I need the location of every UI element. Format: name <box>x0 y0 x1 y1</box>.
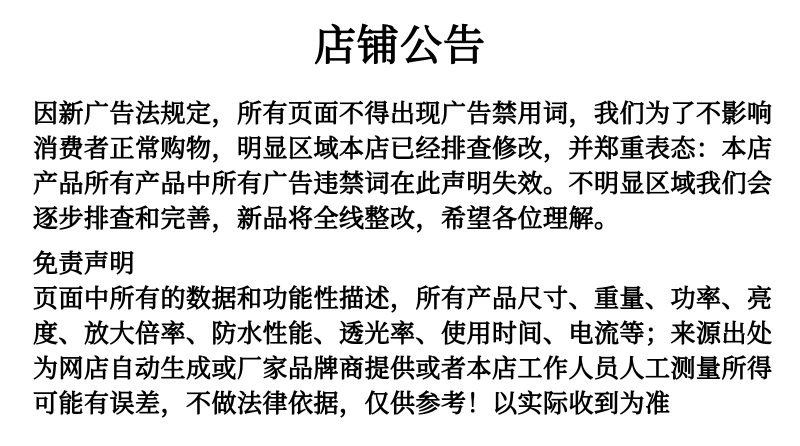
announcement-line: 产品所有产品中所有广告违禁词在此声明失效。不明显区域我们会 <box>33 170 773 198</box>
disclaimer-section <box>0 247 800 422</box>
disclaimer-line: 页面中所有的数据和功能性描述，所有产品尺寸、重量、功率、亮 <box>33 285 773 313</box>
announcement-line: 因新广告法规定，所有页面不得出现广告禁用词，我们为了不影响 <box>33 100 773 128</box>
disclaimer-line: 为网店自动生成或厂家品牌商提供或者本店工作人员人工测量所得 <box>33 355 773 383</box>
announcement-paragraph <box>0 97 800 237</box>
disclaimer-line: 可能有误差，不做法律依据，仅供参考！以实际收到为准 <box>33 390 671 418</box>
disclaimer-line: 度、放大倍率、防水性能、透光率、使用时间、电流等；来源出处 <box>33 320 773 348</box>
announcement-line: 消费者正常购物，明显区域本店已经排查修改，并郑重表态：本店 <box>33 135 773 163</box>
disclaimer-heading: 免责声明 <box>33 250 136 278</box>
announcement-line: 逐步排查和完善，新品将全线整改，希望各位理解。 <box>33 205 620 233</box>
page-title: 店铺公告 <box>313 22 486 69</box>
